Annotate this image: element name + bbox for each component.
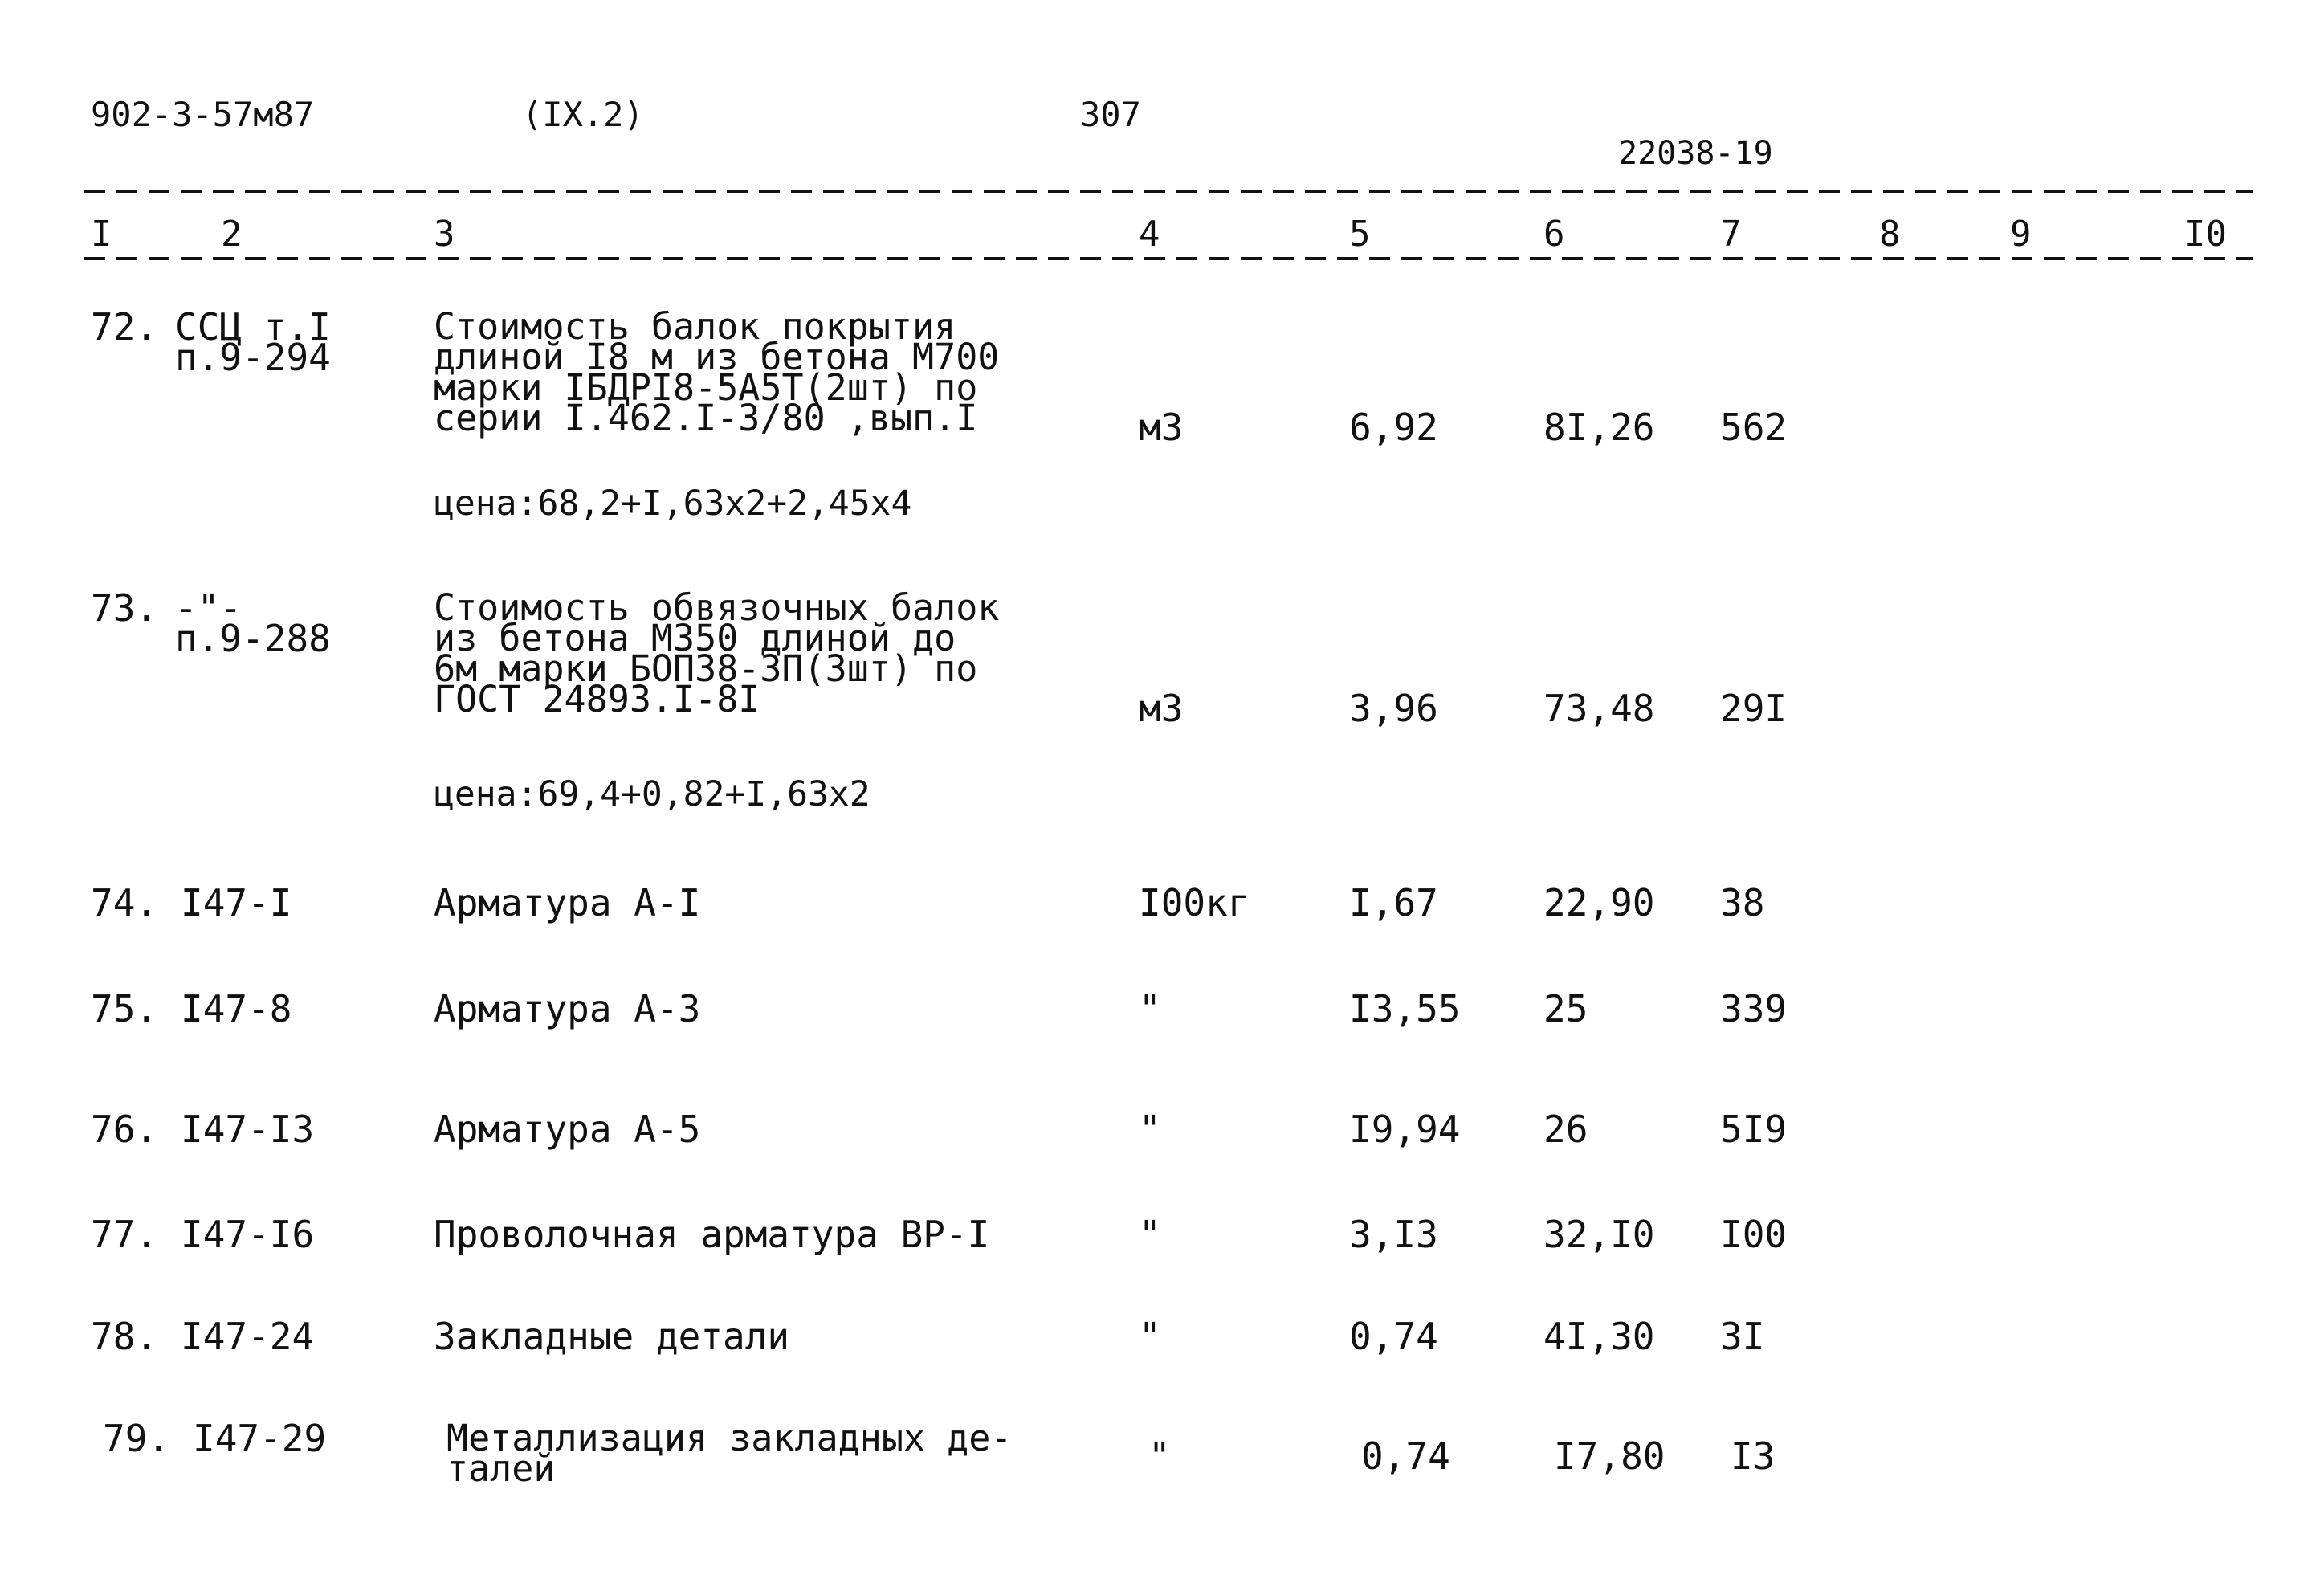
doc-code: 902-3-57м87	[91, 95, 315, 134]
item-description: Арматура А-5	[434, 1108, 701, 1151]
column-number-7: 7	[1720, 214, 1742, 255]
total-cost: 38	[1720, 881, 1765, 924]
unit-price: 8I,26	[1543, 406, 1655, 449]
row-number: 74.	[91, 881, 158, 924]
column-number-8: 8	[1879, 214, 1901, 255]
row-number: 77.	[91, 1213, 158, 1256]
sheet-code: 22038-19	[1618, 135, 1773, 172]
total-cost: 562	[1720, 406, 1788, 449]
column-number-6: 6	[1543, 214, 1565, 255]
header-rule-top	[84, 190, 2253, 193]
unit: м3	[1139, 406, 1184, 449]
price-reference: ССЦ т.I п.9-294	[175, 305, 331, 379]
unit-price: 4I,30	[1543, 1315, 1655, 1358]
price-reference: I47-I	[181, 881, 292, 924]
column-number-10: I0	[2184, 214, 2227, 255]
quantity: 0,74	[1361, 1434, 1450, 1478]
row-number: 78.	[91, 1315, 158, 1358]
section-number: (IX.2)	[522, 95, 644, 134]
unit-price: 26	[1543, 1108, 1588, 1151]
unit: "	[1139, 1315, 1161, 1358]
row-number: 76.	[91, 1108, 158, 1151]
column-number-2: 2	[221, 214, 243, 255]
quantity: I3,55	[1349, 987, 1461, 1030]
unit-price: 73,48	[1543, 687, 1655, 730]
item-description: Проволочная арматура ВР-I	[434, 1213, 990, 1256]
quantity: I9,94	[1349, 1108, 1461, 1151]
unit: "	[1139, 1213, 1161, 1256]
column-number-4: 4	[1139, 214, 1160, 255]
column-number-9: 9	[2010, 214, 2032, 255]
total-cost: 5I9	[1720, 1108, 1788, 1151]
price-reference: I47-I3	[181, 1108, 315, 1151]
price-note: цена:68,2+I,63x2+2,45x4	[434, 484, 912, 524]
total-cost: I3	[1731, 1434, 1776, 1478]
row-number: 75.	[91, 987, 158, 1030]
item-description: Закладные детали	[434, 1315, 790, 1358]
total-cost: 3I	[1720, 1315, 1765, 1358]
total-cost: 29I	[1720, 687, 1788, 730]
item-description: Стоимость балок покрытия длиной I8 м из бетона М700 марки IБДРI8-5А5Т(2шт) по серии I.462.I-3/80 ,вып.I	[434, 305, 1000, 439]
quantity: 3,I3	[1349, 1213, 1438, 1256]
unit-price: 32,I0	[1543, 1213, 1655, 1256]
unit: "	[1148, 1434, 1171, 1478]
quantity: 6,92	[1349, 406, 1438, 449]
unit: "	[1139, 1108, 1161, 1151]
price-reference: -"- п.9-288	[175, 586, 331, 660]
price-reference: I47-29	[193, 1417, 327, 1460]
price-reference: I47-24	[181, 1315, 315, 1358]
price-reference: I47-8	[181, 987, 292, 1030]
row-number: 73.	[91, 586, 158, 630]
item-description: Арматура А-I	[434, 881, 701, 924]
column-number-3: 3	[434, 214, 455, 255]
header-rule-bottom	[84, 257, 2253, 260]
unit: I00кг	[1139, 881, 1250, 924]
price-note: цена:69,4+0,82+I,63x2	[434, 774, 870, 814]
column-number-1: I	[91, 214, 112, 255]
quantity: I,67	[1349, 881, 1438, 924]
item-description: Арматура А-3	[434, 987, 701, 1030]
page-number: 307	[1080, 95, 1141, 134]
unit-price: I7,80	[1554, 1434, 1666, 1478]
price-reference: I47-I6	[181, 1213, 315, 1256]
row-number: 79.	[103, 1417, 170, 1460]
unit-price: 25	[1543, 987, 1588, 1030]
row-number: 72.	[91, 305, 158, 349]
total-cost: I00	[1720, 1213, 1788, 1256]
unit: м3	[1139, 687, 1184, 730]
quantity: 3,96	[1349, 687, 1438, 730]
column-number-5: 5	[1349, 214, 1371, 255]
unit: "	[1139, 987, 1161, 1030]
quantity: 0,74	[1349, 1315, 1438, 1358]
item-description: Металлизация закладных де- талей	[446, 1417, 1013, 1490]
unit-price: 22,90	[1543, 881, 1655, 924]
total-cost: 339	[1720, 987, 1788, 1030]
item-description: Стоимость обвязочных балок из бетона М350 длиной до 6м марки БОП38-3П(3шт) по ГОСТ 24893.I-8I	[434, 586, 1000, 720]
